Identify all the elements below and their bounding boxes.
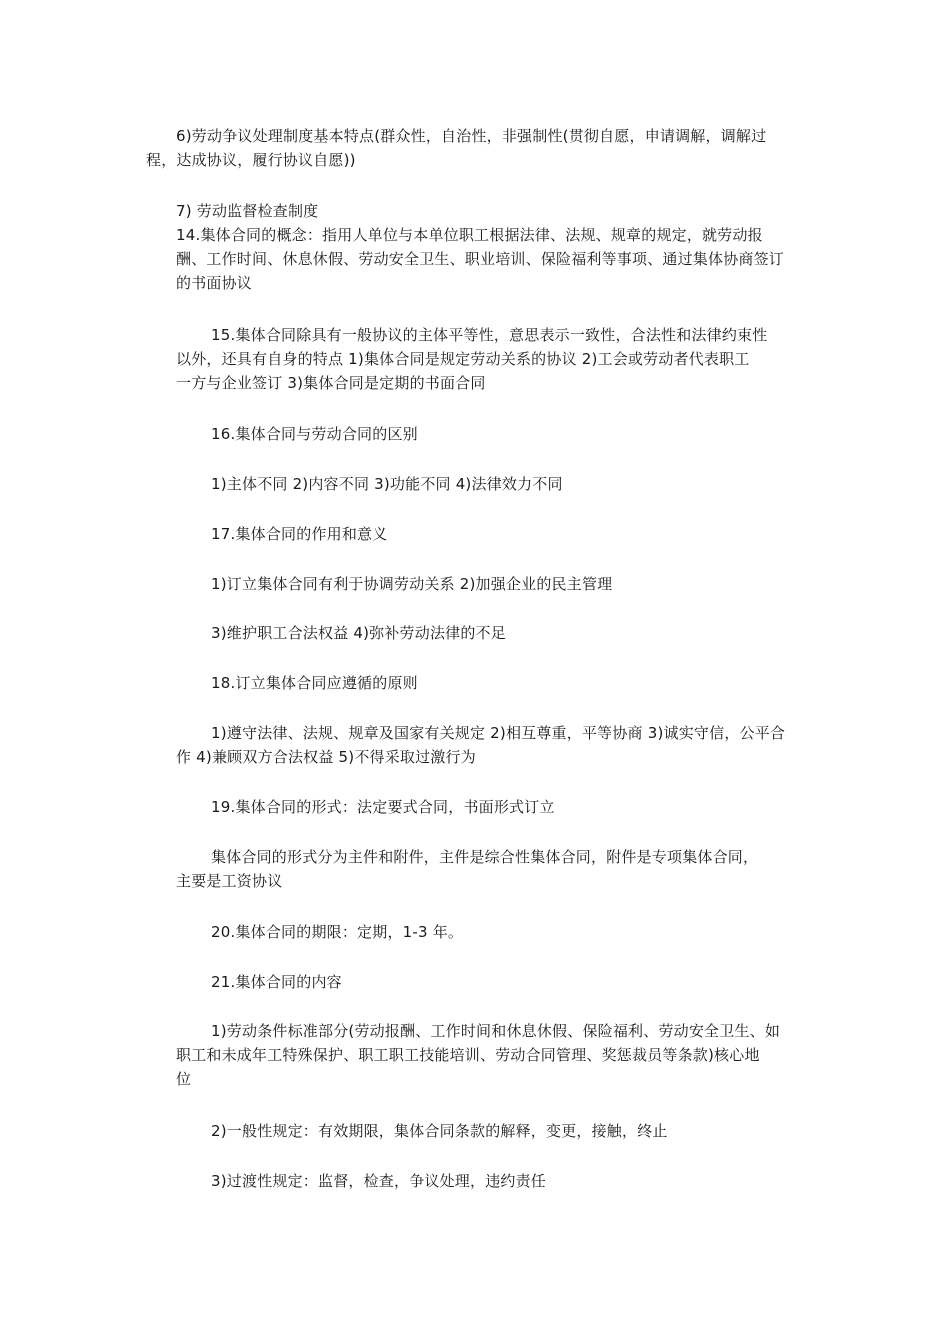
paragraph-labor-inspection [176, 199, 318, 223]
text-line: 1)主体不同 2)内容不同 3)功能不同 4)法律效力不同 [211, 475, 563, 493]
text-line: 6)劳动争议处理制度基本特点(群众性，自治性，非强制性(贯彻自愿，申请调解，调解过 [176, 127, 767, 145]
text-line: 3)维护职工合法权益 4)弥补劳动法律的不足 [211, 624, 506, 642]
paragraph-item-16 [211, 422, 418, 446]
text-line: 以外，还具有自身的特点 1)集体合同是规定劳动关系的协议 2)工会或劳动者代表职工 [176, 350, 750, 368]
paragraph-item-17 [211, 522, 387, 546]
text-line: 1)劳动条件标准部分(劳动报酬、工作时间和休息休假、保险福利、劳动安全卫生、如 [211, 1022, 781, 1040]
text-line: 酬、工作时间、休息休假、劳动安全卫生、职业培训、保险福利等事项、通过集体协商签订 [176, 250, 785, 268]
paragraph-item-21-list-2 [211, 1119, 668, 1143]
paragraph-item-19-detail [176, 845, 758, 893]
text-line: 集体合同的形式分为主件和附件，主件是综合性集体合同，附件是专项集体合同， [211, 848, 759, 866]
text-line: 3)过渡性规定：监督，检查，争议处理，违约责任 [211, 1172, 546, 1190]
text-line: 17.集体合同的作用和意义 [211, 525, 388, 543]
text-line: 16.集体合同与劳动合同的区别 [211, 425, 418, 443]
text-line: 21.集体合同的内容 [211, 973, 342, 991]
text-line: 的书面协议 [176, 274, 253, 292]
paragraph-item-16-list [211, 472, 563, 496]
text-line: 1)遵守法律、法规、规章及国家有关规定 2)相互尊重，平等协商 3)诚实守信，公平合 [211, 724, 786, 742]
text-line: 18.订立集体合同应遵循的原则 [211, 674, 418, 692]
paragraph-item-21-list-3 [211, 1169, 546, 1193]
paragraph-item-15 [176, 323, 767, 395]
text-line: 15.集体合同除具有一般协议的主体平等性，意思表示一致性，合法性和法律约束性 [211, 326, 768, 344]
text-line: 程，达成协议，履行协议自愿)) [146, 151, 356, 169]
paragraph-item-17-list-b [211, 621, 506, 645]
paragraph-item-19 [211, 795, 555, 819]
text-line: 14.集体合同的概念：指用人单位与本单位职工根据法律、法规、规章的规定，就劳动报 [176, 226, 763, 244]
text-line: 位 [176, 1070, 192, 1088]
text-line: 1)订立集体合同有利于协调劳动关系 2)加强企业的民主管理 [211, 575, 613, 593]
paragraph-item-21-list-1 [176, 1019, 780, 1091]
paragraph-item-21 [211, 970, 342, 994]
text-line: 主要是工资协议 [176, 872, 283, 890]
text-line: 2)一般性规定：有效期限，集体合同条款的解释，变更，接触，终止 [211, 1122, 668, 1140]
text-line: 职工和未成年工特殊保护、职工职工技能培训、劳动合同管理、奖惩裁员等条款)核心地 [176, 1046, 760, 1064]
text-line: 20.集体合同的期限：定期，1-3 年。 [211, 923, 464, 941]
text-line: 19.集体合同的形式：法定要式合同，书面形式订立 [211, 798, 555, 816]
paragraph-item-20 [211, 920, 463, 944]
text-line: 7) 劳动监督检查制度 [176, 202, 319, 220]
text-line: 作 4)兼顾双方合法权益 5)不得采取过激行为 [176, 748, 476, 766]
paragraph-item-14 [176, 223, 784, 295]
paragraph-item-17-list-a [211, 572, 612, 596]
paragraph-labor-dispute-features [146, 124, 766, 172]
text-line: 一方与企业签订 3)集体合同是定期的书面合同 [176, 374, 486, 392]
paragraph-item-18-list [176, 721, 785, 769]
paragraph-item-18 [211, 671, 418, 695]
